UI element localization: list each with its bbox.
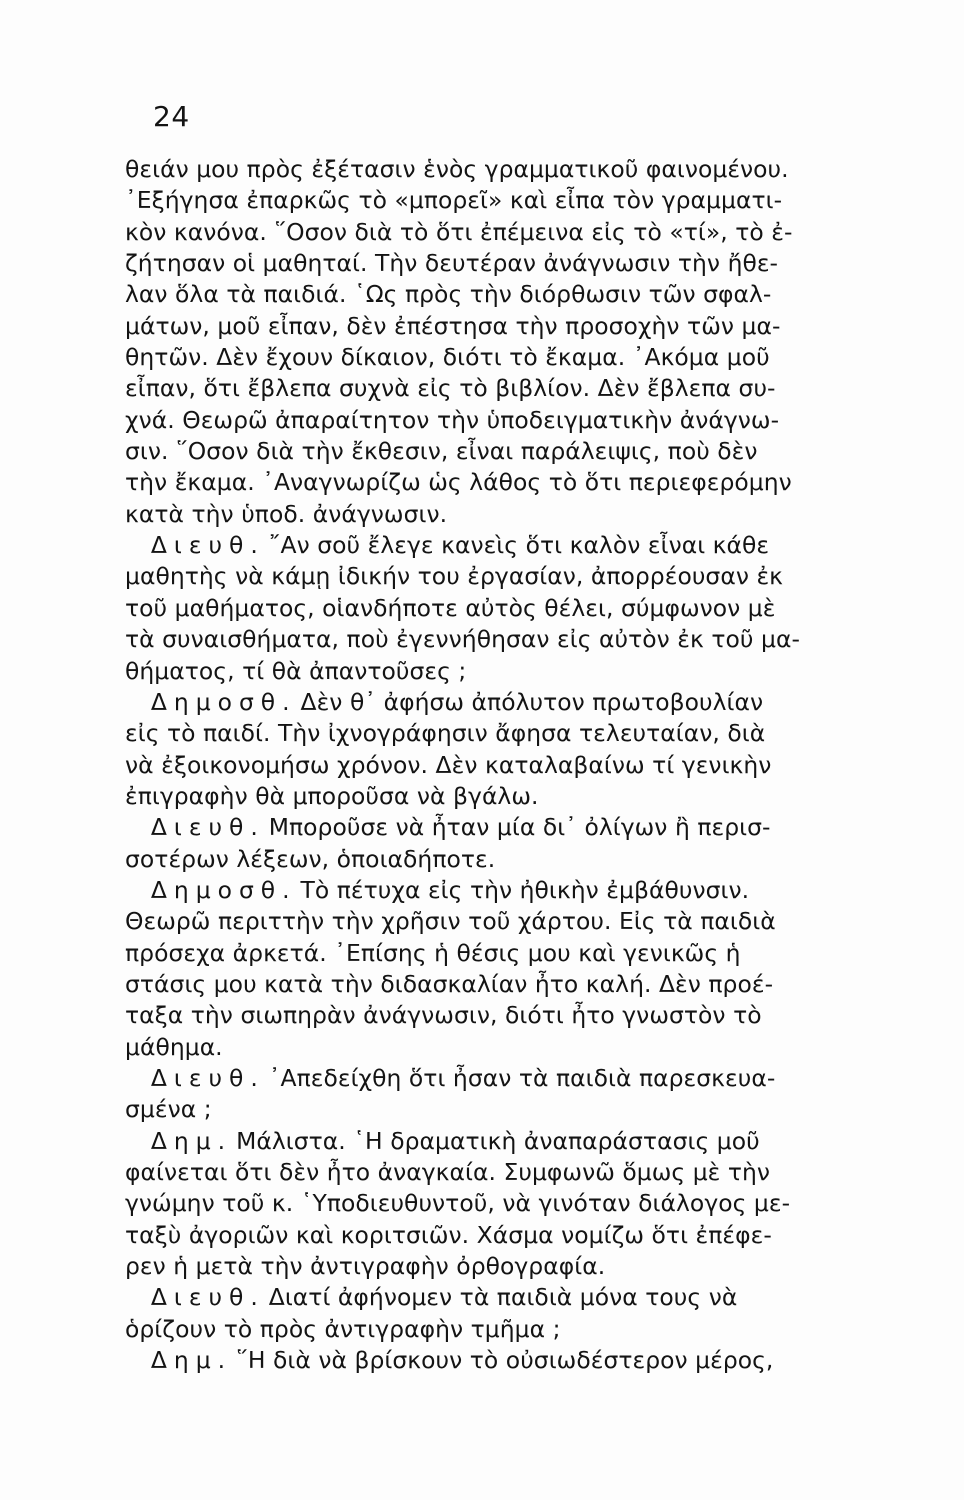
speaker-label: Δημοσθ.	[150, 687, 297, 716]
line-text: Μποροῦσε νὰ ἦταν μία δι᾿ ὀλίγων ἢ περισ-	[268, 813, 771, 842]
speaker-label: Διευθ.	[150, 813, 265, 842]
line-text: Θεωρῶ περιττὴν τὴν χρῆσιν τοῦ χάρτου. Εἰς τὰ παιδιὰ	[125, 907, 776, 936]
line-text: Διατί ἀφήνομεν τὰ παιδιὰ μόνα τους νὰ	[268, 1283, 738, 1312]
line-text: Μάλιστα. ῾Η δραματικὴ ἀναπαράστασις μοῦ	[236, 1126, 760, 1155]
text-line	[125, 969, 863, 1000]
line-text: θειάν μου πρὸς ἐξέτασιν ἑνὸς γραμματικοῦ φαινομένου.	[125, 155, 789, 183]
text-line	[125, 373, 863, 404]
line-text: νὰ ἐξοικονομήσω χρόνον. Δὲν καταλαβαίνω τί γενικὴν	[125, 750, 772, 779]
text-line	[125, 1188, 863, 1219]
text-line	[125, 467, 863, 498]
text-line	[125, 906, 863, 937]
line-text: ῎Αν σοῦ ἔλεγε κανεὶς ὅτι καλὸν εἶναι κάθε	[268, 531, 770, 560]
text-line	[125, 938, 863, 969]
text-line	[125, 875, 863, 906]
text-line	[125, 656, 863, 687]
line-text: θητῶν. Δὲν ἔχουν δίκαιον, διότι τὸ ἔκαμα. ᾿Ακόμα μοῦ	[125, 343, 770, 372]
line-text: τὴν ἔκαμα. ᾿Αναγνωρίζω ὡς λάθος τὸ ὅτι περιεφερόμην	[125, 468, 792, 497]
text-line	[125, 1000, 863, 1031]
text-line	[125, 154, 863, 185]
line-text: ζήτησαν οἱ μαθηταί. Τὴν δευτέραν ἀνάγνωσιν τὴν ἤθε-	[125, 249, 779, 278]
text-line	[125, 1314, 863, 1345]
text-line	[125, 1094, 863, 1125]
text-line	[125, 781, 863, 812]
text-line	[125, 342, 863, 373]
text-line	[125, 1251, 863, 1282]
line-text: θήματος, τί θὰ ἀπαντοῦσες ;	[125, 656, 467, 685]
line-text: εἰς τὸ παιδί. Τὴν ἰχνογράφησιν ἄφησα τελευταίαν, διὰ	[125, 719, 766, 748]
speaker-label: Δημ.	[150, 1346, 233, 1375]
line-text: σμένα ;	[125, 1095, 212, 1124]
text-line	[125, 1157, 863, 1188]
text-line	[125, 687, 863, 718]
text-line	[125, 750, 863, 781]
line-text: γνώμην τοῦ κ. ῾Υποδιευθυντοῦ, νὰ γινόταν διάλογος με-	[125, 1189, 791, 1218]
line-text: ρεν ἡ μετὰ τὴν ἀντιγραφὴν ὀρθογραφία.	[125, 1252, 606, 1281]
line-text: σοτέρων λέξεων, ὁποιαδήποτε.	[125, 844, 496, 873]
line-text: κατὰ τὴν ὑποδ. ἀνάγνωσιν.	[125, 499, 448, 528]
line-text: τοῦ μαθήματος, οἱανδήποτε αὐτὸς θέλει, σύμφωνον μὲ	[125, 593, 776, 622]
line-text: ῞Η διὰ νὰ βρίσκουν τὸ οὐσιωδέστερον μέρος,	[236, 1346, 774, 1375]
line-text: σιν. ῞Οσον διὰ τὴν ἔκθεσιν, εἶναι παράλειψις, ποὺ δὲν	[125, 437, 758, 466]
text-line	[125, 844, 863, 875]
speaker-label: Δημ.	[150, 1126, 233, 1155]
text-line	[125, 311, 863, 342]
line-text: εἶπαν, ὅτι ἔβλεπα συχνὰ εἰς τὸ βιβλίον. Δὲν ἔβλεπα συ-	[125, 374, 776, 403]
line-text: ἐπιγραφὴν θὰ μποροῦσα νὰ βγάλω.	[125, 781, 539, 810]
page-number: 24	[153, 100, 190, 133]
line-text: ὁρίζουν τὸ πρὸς ἀντιγραφὴν τμῆμα ;	[125, 1314, 561, 1343]
text-line	[125, 499, 863, 530]
body-text	[125, 154, 865, 1376]
text-line	[125, 1126, 863, 1157]
line-text: μάθημα.	[125, 1032, 223, 1061]
text-line	[125, 217, 863, 248]
text-line	[125, 812, 863, 843]
line-text: πρόσεχα ἀρκετά. ᾿Επίσης ἡ θέσις μου καὶ γενικῶς ἡ	[125, 938, 741, 967]
line-text: στάσις μου κατὰ τὴν διδασκαλίαν ἦτο καλή. Δὲν προέ-	[125, 969, 774, 998]
text-line	[125, 1345, 863, 1376]
line-text: ταξὺ ἀγοριῶν καὶ κοριτσιῶν. Χάσμα νομίζω ὅτι ἐπέφε-	[125, 1220, 772, 1249]
line-text: λαν ὅλα τὰ παιδιά. ῾Ως πρὸς τὴν διόρθωσιν τῶν σφαλ-	[125, 280, 772, 309]
text-line	[125, 1063, 863, 1094]
line-text: μάτων, μοῦ εἶπαν, δὲν ἐπέστησα τὴν προσοχὴν τῶν μα-	[125, 311, 781, 340]
line-text: κὸν κανόνα. ῞Οσον διὰ τὸ ὅτι ἐπέμεινα εἰς τὸ «τί», τὸ ἐ-	[125, 217, 793, 246]
speaker-label: Διευθ.	[150, 531, 265, 560]
speaker-label: Διευθ.	[150, 1063, 265, 1092]
text-line	[125, 185, 863, 216]
speaker-label: Δημοσθ.	[150, 875, 297, 904]
line-text: μαθητὴς νὰ κάμῃ ἰδικήν του ἐργασίαν, ἀπορρέουσαν ἐκ	[125, 562, 784, 591]
text-line	[125, 561, 863, 592]
text-line	[125, 718, 863, 749]
text-line	[125, 436, 863, 467]
line-text: ταξα τὴν σιωπηρὰν ἀνάγνωσιν, διότι ἦτο γνωστὸν τὸ	[125, 1001, 762, 1030]
text-line	[125, 1220, 863, 1251]
line-text: ᾿Απεδείχθη ὅτι ἦσαν τὰ παιδιὰ παρεσκευα-	[268, 1063, 776, 1092]
text-line	[125, 1032, 863, 1063]
text-line	[125, 279, 863, 310]
line-text: χνά. Θεωρῶ ἀπαραίτητον τὴν ὑποδειγματικὴν ἀνάγνω-	[125, 405, 780, 434]
speaker-label: Διευθ.	[150, 1283, 265, 1312]
text-line	[125, 248, 863, 279]
text-line	[125, 593, 863, 624]
line-text: Τὸ πέτυχα εἰς τὴν ἠθικὴν ἐμβάθυνσιν.	[300, 875, 750, 904]
text-line	[125, 1282, 863, 1313]
line-text: Δὲν θ᾿ ἀφήσω ἀπόλυτον πρωτοβουλίαν	[300, 687, 764, 716]
text-line	[125, 405, 863, 436]
line-text: τὰ συναισθήματα, ποὺ ἐγεννήθησαν εἰς αὐτὸν ἐκ τοῦ μα-	[125, 625, 800, 654]
line-text: φαίνεται ὅτι δὲν ἦτο ἀναγκαία. Συμφωνῶ ὅμως μὲ τὴν	[125, 1158, 771, 1186]
text-line	[125, 624, 863, 655]
text-line	[125, 530, 863, 561]
line-text: ᾿Εξήγησα ἐπαρκῶς τὸ «μπορεῖ» καὶ εἶπα τὸν γραμματι-	[125, 186, 783, 215]
